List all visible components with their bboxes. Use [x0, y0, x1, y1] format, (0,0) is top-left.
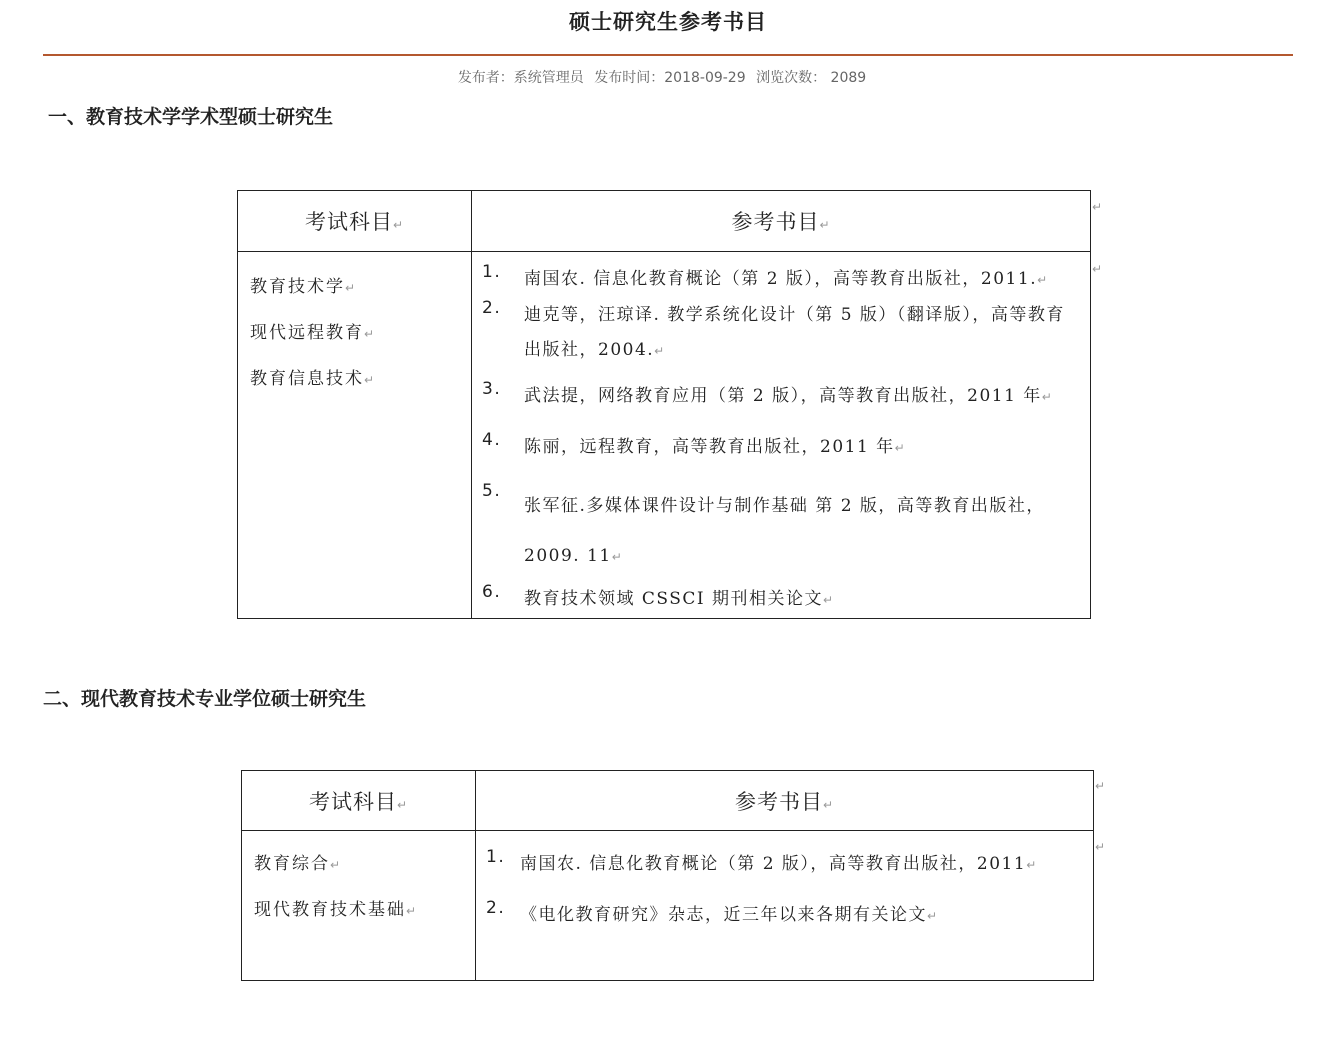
table-header-subject: 考试科目↵ — [238, 191, 472, 252]
book-item: 2. 《电化教育研究》杂志，近三年以来各期有关论文↵ — [486, 898, 939, 925]
book-item: 2. 迪克等，汪琼译. 教学系统化设计（第 5 版）（翻译版），高等教育出版社，2004.↵ — [482, 298, 1065, 360]
table-header-subject: 考试科目↵ — [242, 771, 476, 831]
subject-item: 现代教育技术基础↵ — [254, 900, 419, 920]
return-mark: ↵ — [1092, 200, 1103, 214]
section-heading-professional: 二、现代教育技术专业学位硕士研究生 — [43, 688, 367, 710]
book-item: 4. 陈丽，远程教育，高等教育出版社，2011 年↵ — [482, 430, 907, 457]
book-item: 6. 教育技术领域 CSSCI 期刊相关论文↵ — [482, 582, 835, 609]
reference-table-academic — [237, 190, 1091, 619]
subject-item: 教育综合↵ — [254, 854, 343, 874]
book-item: 3. 武法提，网络教育应用（第 2 版），高等教育出版社，2011 年↵ — [482, 379, 1054, 406]
subject-item: 现代远程教育↵ — [250, 323, 377, 343]
table-header-books: 参考书目↵ — [472, 191, 1091, 252]
publish-time-text: 发布时间：2018-09-29 — [594, 70, 746, 86]
page-title: 硕士研究生参考书目 — [569, 10, 767, 34]
subject-item: 教育信息技术↵ — [250, 369, 377, 389]
book-item: 1. 南国农. 信息化教育概论（第 2 版），高等教育出版社，2011↵ — [486, 847, 1038, 874]
title-divider — [43, 54, 1293, 56]
books-cell — [472, 252, 1091, 619]
article-meta — [0, 67, 1324, 87]
return-mark: ↵ — [1095, 779, 1106, 793]
subject-cell — [242, 831, 476, 981]
book-item: 5. 张军征.多媒体课件设计与制作基础 第 2 版，高等教育出版社，2009. 11↵ — [482, 481, 1045, 566]
table-header-books: 参考书目↵ — [476, 771, 1094, 831]
section-heading-academic: 一、教育技术学学术型硕士研究生 — [48, 106, 334, 128]
book-item: 1. 南国农. 信息化教育概论（第 2 版），高等教育出版社，2011.↵ — [482, 262, 1049, 289]
return-mark: ↵ — [1092, 262, 1103, 276]
view-count-text: 浏览次数： 2089 — [756, 70, 867, 86]
publisher-text: 发布者：系统管理员 — [457, 70, 584, 86]
subject-item: 教育技术学↵ — [250, 277, 358, 297]
return-mark: ↵ — [1095, 840, 1106, 854]
books-cell — [476, 831, 1094, 981]
reference-table-professional — [241, 770, 1094, 981]
subject-cell — [238, 252, 472, 619]
